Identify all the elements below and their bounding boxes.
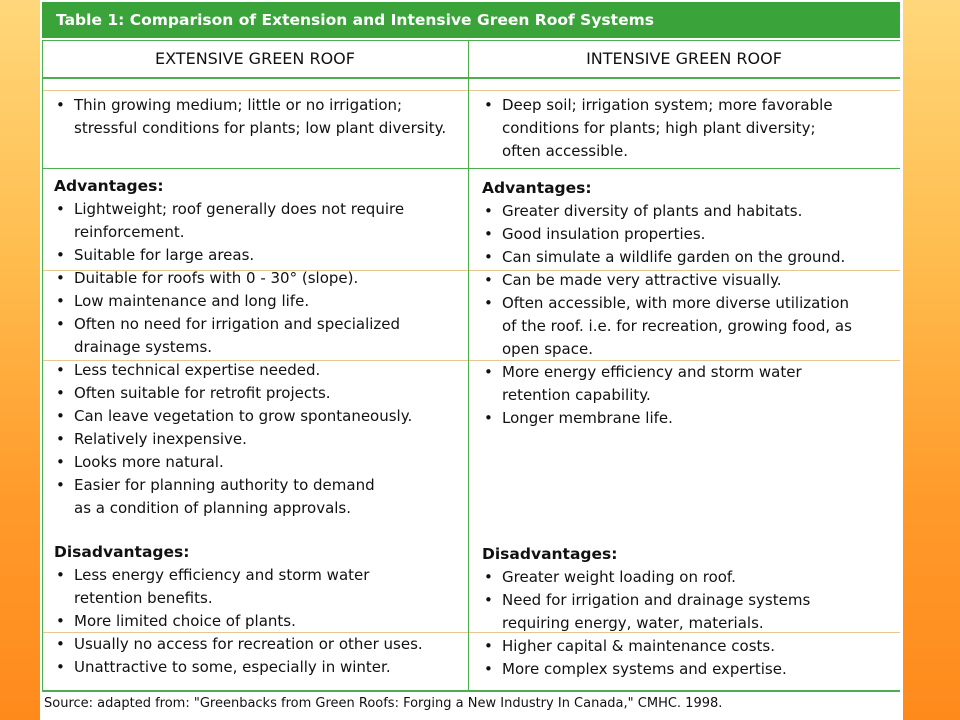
column-header-extensive: EXTENSIVE GREEN ROOF	[155, 49, 355, 68]
bullet-glyph: •	[56, 361, 65, 379]
extensive-advantage-item: • Easier for planning authority to demand	[44, 474, 464, 497]
column-header-intensive: INTENSIVE GREEN ROOF	[586, 49, 782, 68]
extensive-advantages-heading: Advantages:	[54, 177, 164, 195]
intensive-summary-continuation: conditions for plants; high plant diversity;	[502, 119, 816, 137]
intensive-disadvantage-item: • More complex systems and expertise.	[472, 658, 898, 681]
bullet-glyph: •	[484, 202, 493, 220]
bullet-glyph: •	[56, 384, 65, 402]
extensive-advantage-item: • Less technical expertise needed.	[44, 359, 464, 382]
intensive-disadvantage-item: • Greater weight loading on roof.	[472, 566, 898, 589]
extensive-advantage-item: • Duitable for roofs with 0 - 30° (slope).	[44, 267, 464, 290]
intensive-advantage-item: • Good insulation properties.	[472, 223, 898, 246]
bullet-glyph: •	[484, 294, 493, 312]
table-title: Table 1: Comparison of Extension and Intensive Green Roof Systems	[42, 2, 900, 38]
intensive-advantage-continuation: of the roof. i.e. for recreation, growing food, as	[502, 317, 852, 335]
bullet-glyph: •	[56, 407, 65, 425]
table-bottom-rule	[42, 690, 900, 692]
bullet-glyph: •	[484, 96, 493, 114]
bullet-glyph: •	[484, 225, 493, 243]
extensive-advantage-continuation: as a condition of planning approvals.	[74, 499, 352, 517]
bullet-glyph: •	[484, 409, 493, 427]
bullet-glyph: •	[56, 200, 65, 218]
bullet-glyph: •	[56, 430, 65, 448]
extensive-disadvantage-continuation: retention benefits.	[74, 589, 213, 607]
bullet-glyph: •	[484, 660, 493, 678]
intensive-advantages	[472, 177, 898, 430]
intensive-advantage-item: • Can be made very attractive visually.	[472, 269, 898, 292]
column-divider	[468, 40, 469, 691]
extensive-disadvantage-item: • Unattractive to some, especially in winter.	[44, 656, 464, 679]
intensive-disadvantages	[472, 543, 898, 681]
intensive-summary-continuation: often accessible.	[502, 142, 628, 160]
table-panel	[40, 0, 903, 720]
extensive-advantage-item: • Often suitable for retrofit projects.	[44, 382, 464, 405]
extensive-advantage-item: • Looks more natural.	[44, 451, 464, 474]
bullet-glyph: •	[56, 658, 65, 676]
bullet-glyph: •	[484, 637, 493, 655]
bullet-glyph: •	[484, 248, 493, 266]
bullet-glyph: •	[56, 635, 65, 653]
bullet-glyph: •	[56, 566, 65, 584]
intensive-advantage-item: • More energy efficiency and storm water	[472, 361, 898, 384]
table-left-border	[42, 40, 43, 691]
bullet-glyph: •	[56, 315, 65, 333]
extensive-advantage-item: • Can leave vegetation to grow spontaneously.	[44, 405, 464, 428]
intensive-advantage-continuation: open space.	[502, 340, 593, 358]
extensive-disadvantage-item: • Less energy efficiency and storm water	[44, 564, 464, 587]
intensive-advantages-heading: Advantages:	[482, 179, 592, 197]
summary-bottom-rule	[42, 168, 900, 169]
intensive-summary-item: • Deep soil; irrigation system; more favorable	[472, 94, 898, 117]
intensive-advantage-item: • Often accessible, with more diverse utilization	[472, 292, 898, 315]
extensive-advantage-item: • Relatively inexpensive.	[44, 428, 464, 451]
intensive-advantages-list	[472, 200, 898, 430]
extensive-advantage-item: • Suitable for large areas.	[44, 244, 464, 267]
extensive-summary-continuation: stressful conditions for plants; low plant diversity.	[74, 119, 447, 137]
intensive-summary	[472, 94, 898, 163]
intensive-advantage-continuation: retention capability.	[502, 386, 651, 404]
bullet-glyph: •	[484, 568, 493, 586]
extensive-advantage-continuation: drainage systems.	[74, 338, 213, 356]
extensive-advantage-item: • Often no need for irrigation and specialized	[44, 313, 464, 336]
intensive-advantage-item: • Longer membrane life.	[472, 407, 898, 430]
bullet-glyph: •	[484, 363, 493, 381]
bullet-glyph: •	[484, 271, 493, 289]
bullet-glyph: •	[484, 591, 493, 609]
intensive-advantage-item: • Can simulate a wildlife garden on the ground.	[472, 246, 898, 269]
header-bottom-rule	[42, 77, 900, 79]
summary-top-rule	[42, 90, 900, 91]
intensive-disadvantages-list	[472, 566, 898, 681]
bullet-glyph: •	[56, 292, 65, 310]
intensive-disadvantages-heading: Disadvantages:	[482, 545, 618, 563]
extensive-disadvantages-heading: Disadvantages:	[54, 543, 190, 561]
extensive-advantages	[44, 175, 464, 520]
extensive-disadvantages	[44, 541, 464, 679]
intensive-disadvantage-item: • Need for irrigation and drainage systems	[472, 589, 898, 612]
extensive-advantage-item: • Low maintenance and long life.	[44, 290, 464, 313]
extensive-advantages-list	[44, 198, 464, 520]
bullet-glyph: •	[56, 96, 65, 114]
intensive-disadvantage-continuation: requiring energy, water, materials.	[502, 614, 764, 632]
extensive-disadvantages-list	[44, 564, 464, 679]
extensive-disadvantage-item: • More limited choice of plants.	[44, 610, 464, 633]
bullet-glyph: •	[56, 476, 65, 494]
extensive-summary	[44, 94, 464, 140]
bullet-glyph: •	[56, 246, 65, 264]
extensive-advantage-item: • Lightweight; roof generally does not require	[44, 198, 464, 221]
source-citation: Source: adapted from: "Greenbacks from Green Roofs: Forging a New Industry In Canada," CMHC. 1998.	[44, 696, 723, 711]
extensive-disadvantage-item: • Usually no access for recreation or other uses.	[44, 633, 464, 656]
extensive-advantage-continuation: reinforcement.	[74, 223, 185, 241]
intensive-advantage-item: • Greater diversity of plants and habitats.	[472, 200, 898, 223]
extensive-summary-item: • Thin growing medium; little or no irrigation;	[44, 94, 464, 117]
bullet-glyph: •	[56, 612, 65, 630]
bullet-glyph: •	[56, 269, 65, 287]
bullet-glyph: •	[56, 453, 65, 471]
intensive-disadvantage-item: • Higher capital & maintenance costs.	[472, 635, 898, 658]
